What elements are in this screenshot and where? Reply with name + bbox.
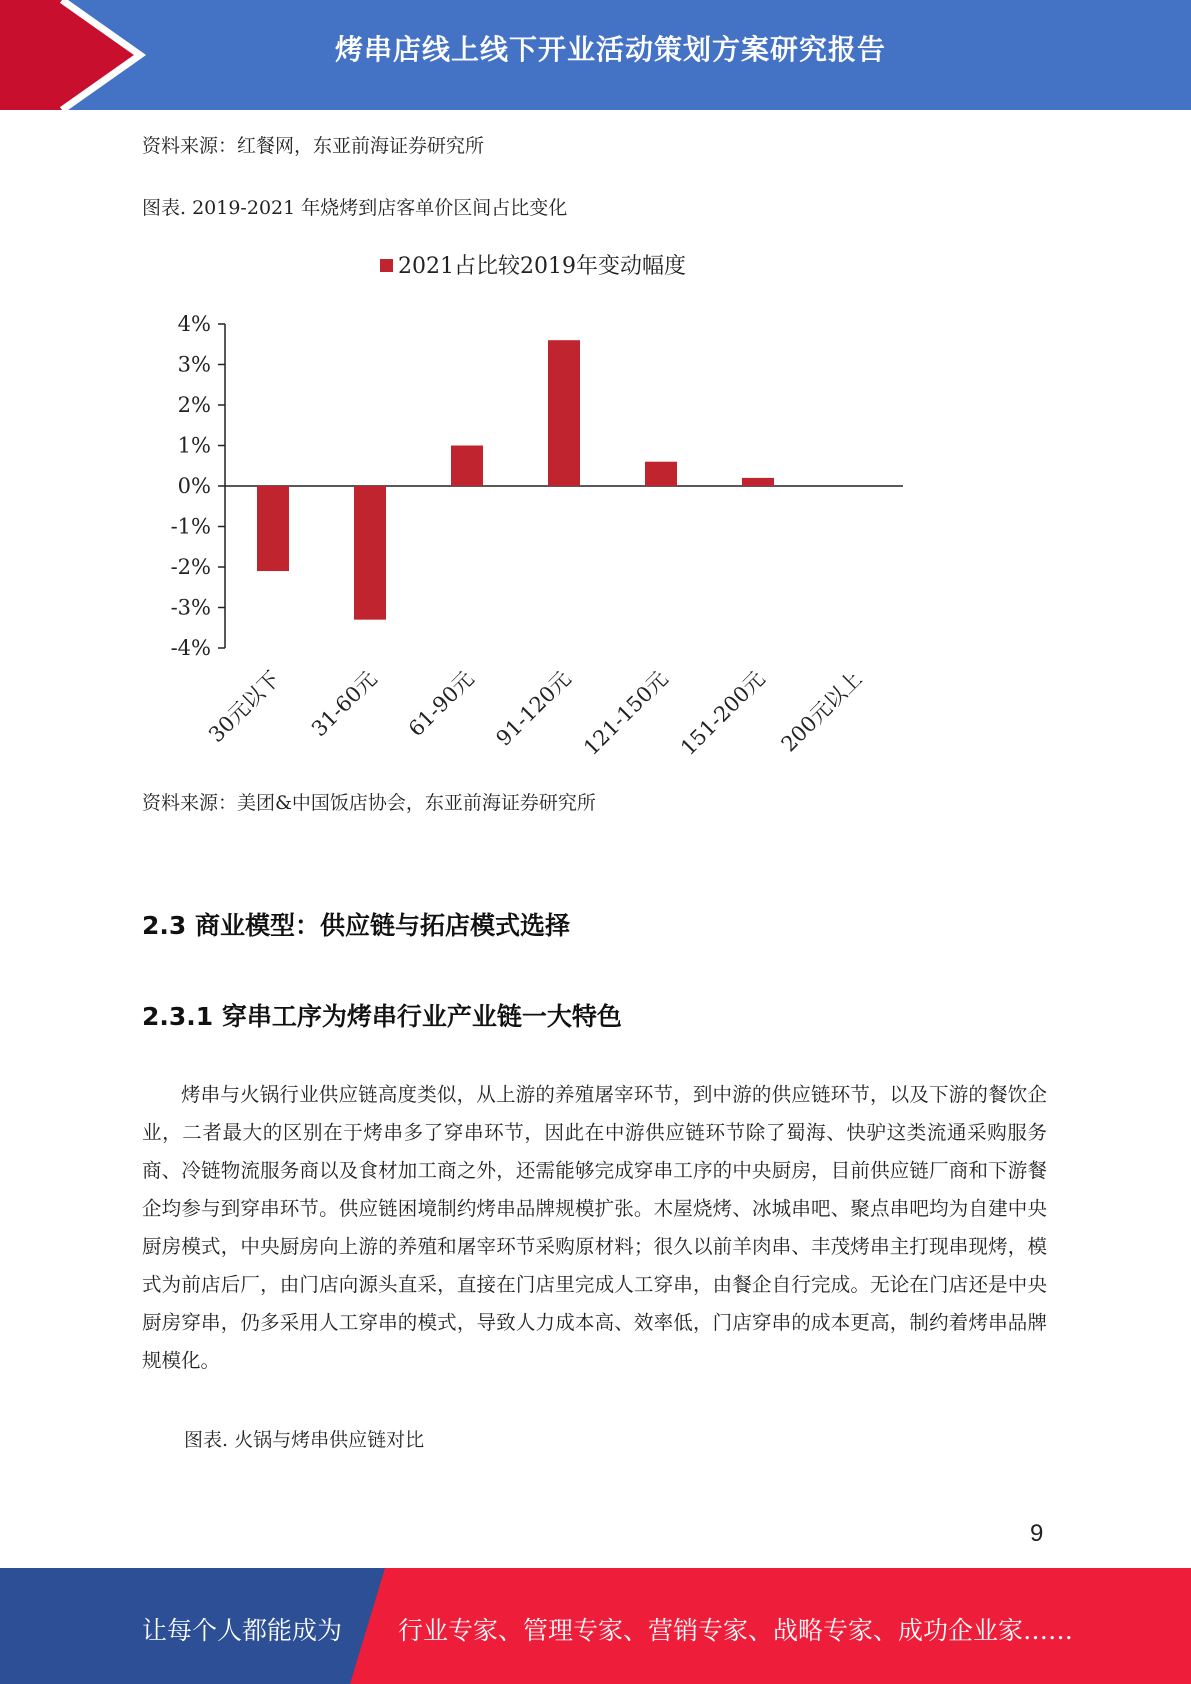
- y-tick-label: 1%: [177, 433, 211, 458]
- y-tick-label: -4%: [170, 636, 211, 660]
- legend-label: 2021占比较2019年变动幅度: [398, 254, 686, 279]
- x-tick-label: 200元以上: [776, 666, 867, 757]
- y-tick-label: 0%: [177, 474, 211, 498]
- page-header: [0, 0, 1191, 110]
- x-axis-labels: [204, 667, 866, 761]
- y-tick-label: -1%: [170, 514, 211, 539]
- bar: [742, 478, 774, 486]
- legend-swatch: [380, 259, 393, 272]
- bar: [451, 446, 483, 487]
- y-tick-label: 2%: [177, 393, 211, 417]
- section-heading: 2.3 商业模型：供应链与拓店模式选择: [142, 911, 570, 940]
- x-tick-label: 30元以下: [204, 666, 285, 747]
- x-tick-label: 151-200元: [676, 666, 770, 761]
- figure-caption-2: 图表. 火锅与烤串供应链对比: [184, 1429, 425, 1451]
- y-tick-label: -3%: [170, 595, 211, 620]
- bar: [257, 486, 289, 571]
- bar: [354, 486, 386, 620]
- y-tick-label: 3%: [177, 352, 211, 377]
- subsection-heading: 2.3.1 穿串工序为烤串行业产业链一大特色: [142, 1002, 622, 1031]
- y-tick-label: 4%: [177, 312, 211, 336]
- page-number: 9: [1030, 1520, 1044, 1547]
- footer-slogan-right: 行业专家、管理专家、营销专家、战略专家、成功企业家……: [398, 1616, 1074, 1645]
- x-tick-label: 31-60元: [306, 666, 382, 742]
- bar: [548, 340, 580, 486]
- x-tick-label: 91-120元: [491, 666, 576, 751]
- figure-caption-1: 图表. 2019-2021 年烧烤到店客单价区间占比变化: [142, 197, 568, 219]
- bars: [257, 340, 774, 619]
- bar-chart: [130, 240, 930, 770]
- page-footer: [0, 1568, 1191, 1684]
- report-title: 烤串店线上线下开业活动策划方案研究报告: [334, 33, 886, 66]
- y-tick-label: -2%: [170, 555, 211, 579]
- bar: [645, 462, 677, 486]
- chart-legend: [380, 254, 686, 279]
- x-tick-label: 61-90元: [403, 666, 479, 742]
- body-paragraph: 烤串与火锅行业供应链高度类似，从上游的养殖屠宰环节，到中游的供应链环节，以及下游的餐饮企业，二者最大的区别在于烤串多了穿串环节，因此在中游供应链环节除了蜀海、快驴这类流通采购服务商、冷链物流服务商以及食材加工商之外，还需能够完成穿串工序的中央厨房，目前供应链厂商和下游餐企均参与到穿串环节。供应链困境制约烤串品牌规模扩张。木屋烧烤、冰城串吧、聚点串吧均为自建中央厨房模式，中央厨房向上游的养殖和屠宰环节采购原材料；很久以前羊肉串、丰茂烤串主打现串现烤，模式为前店后厂，由门店向源头直采，直接在门店里完成人工穿串，由餐企自行完成。无论在门店还是中央厨房穿串，仍多采用人工穿串的模式，导致人力成本高、效率低，门店穿串的成本更高，制约着烤串品牌规模化。: [142, 1083, 1047, 1372]
- source-note-2: 资料来源：美团&中国饭店协会，东亚前海证券研究所: [142, 792, 596, 814]
- footer-slogan-left: 让每个人都能成为: [142, 1616, 343, 1645]
- source-note-1: 资料来源：红餐网，东亚前海证券研究所: [142, 135, 485, 157]
- x-tick-label: 121-150元: [579, 666, 673, 761]
